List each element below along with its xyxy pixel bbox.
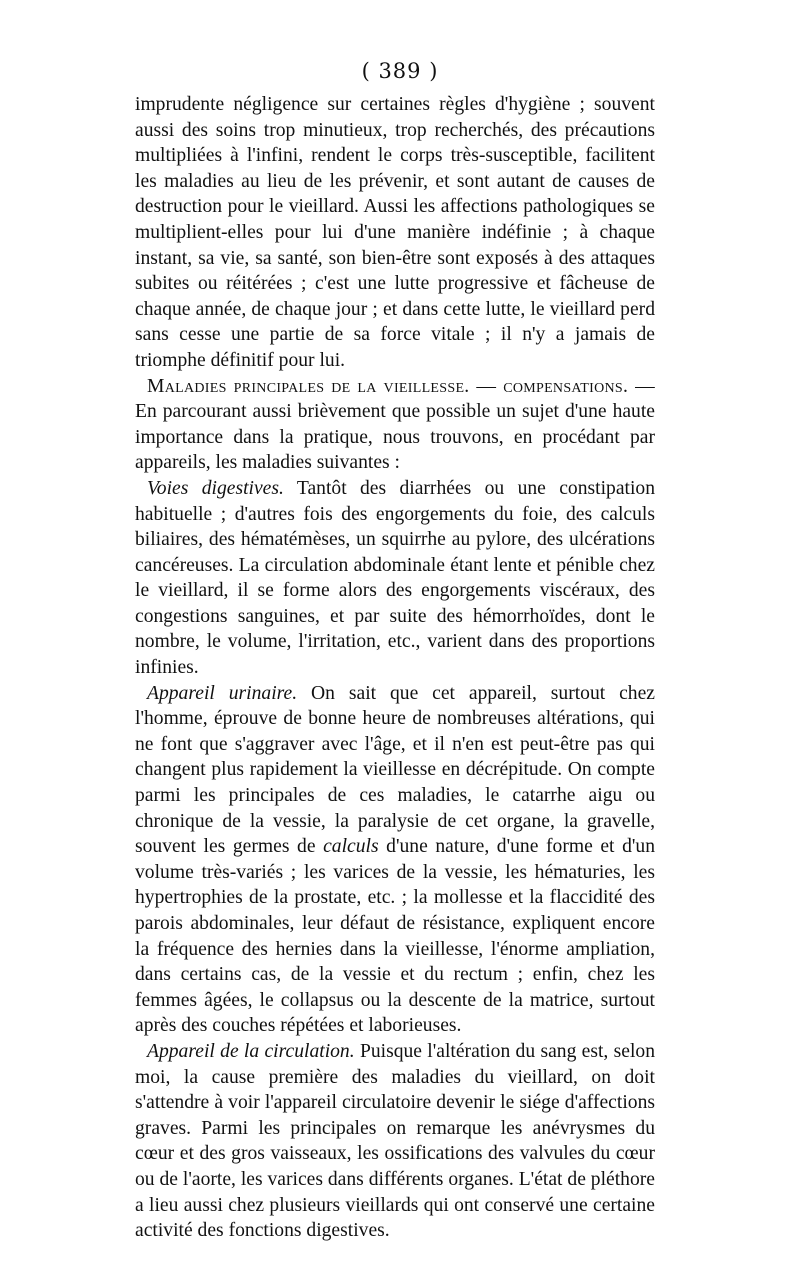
paragraph-circulation bbox=[135, 1039, 655, 1244]
section-heading-appareil-urinaire: Appareil urinaire. bbox=[147, 682, 298, 704]
body-text bbox=[135, 92, 655, 1244]
paragraph-text: Tantôt des diarrhées ou une constipation habituelle ; d'autres fois des engorgements du foie, des calculs biliaires, des hématémèses, un squirrhe au pylore, des ulcérations cancéreuses. La circulation abdominale étant lente et pénible chez le vieillard, il se forme alors des engorgements viscéraux, des congestions sanguines, et par suite des hémorrhoïdes, dont le nombre, le volume, l'irritation, etc., varient dans des proportions infinies. bbox=[135, 477, 655, 679]
section-heading-circulation: Appareil de la circulation. bbox=[147, 1040, 355, 1062]
paragraph-maladies bbox=[135, 374, 655, 476]
section-heading-voies-digestives: Voies digestives. bbox=[147, 477, 284, 499]
paragraph-text: imprudente négligence sur certaines règles d'hygiène ; souvent aussi des soins trop minutieux, trop recherchés, des précautions multipliées à l'infini, rendent le corps très-susceptible, facilitent les maladies au lieu de les prévenir, et sont autant de causes de destruction pour le vieillard. Aussi les affections pathologiques se multiplient-elles pour lui d'une manière indéfinie ; à chaque instant, sa vie, sa santé, son bien-être sont exposés à des attaques subites ou réitérées ; c'est une lutte progressive et fâcheuse de chaque année, de chaque jour ; et dans cette lutte, le vieillard perd sans cesse une partie de sa force vitale ; il n'y a jamais de triomphe définitif pour lui. bbox=[135, 94, 655, 371]
paragraph-appareil-urinaire bbox=[135, 681, 655, 1039]
paragraph-text: On sait que cet appareil, surtout chez l'homme, éprouve de bonne heure de nombreuses altérations, qui ne font que s'aggraver avec l'âge, et il n'en est peut-être pas qui changent plus rapidement la vieillesse en décrépitude. On compte parmi les principales de ces maladies, le catarrhe aigu ou chronique de la vessie, la paralysie de cet organe, la gravelle, souvent les germes de bbox=[135, 682, 655, 858]
paragraph-text: Puisque l'altération du sang est, selon moi, la cause première des maladies du vieillard, on doit s'attendre à voir l'appareil circulatoire devenir le siége d'affections graves. Parmi les principales on remarque les anévrysmes du cœur et des gros vaisseaux, les ossifications des valvules du cœur ou de l'aorte, les varices dans différents organes. L'état de pléthore a lieu aussi chez plusieurs vieillards qui ont conservé une certaine activité des fonctions digestives. bbox=[135, 1040, 655, 1242]
page-number: ( 389 ) bbox=[361, 59, 439, 83]
paragraph-text: d'une nature, d'une forme et d'un volume très-variés ; les varices de la vessie, les hématuries, les hypertrophies de la prostate, etc. ; la mollesse et la flaccidité des parois abdominales, leur défaut de résistance, expliquent encore la fréquence des hernies dans la vieillesse, l'énorme ampliation, dans certains cas, de la vessie et du rectum ; enfin, chez les femmes âgées, le collapsus ou la descente de la matrice, surtout après des couches répétées et laborieuses. bbox=[135, 836, 656, 1037]
paragraph-text: En parcourant aussi brièvement que possible un sujet d'une haute importance dans la pratique, nous trouvons, en procédant par appareils, les maladies suivantes : bbox=[135, 401, 655, 474]
emphasis-calculs: calculs bbox=[323, 836, 379, 858]
paragraph-continuation bbox=[135, 92, 655, 374]
paragraph-voies-digestives bbox=[135, 476, 655, 681]
section-heading-maladies: Maladies principales de la vieillesse. — compensations. — bbox=[147, 375, 655, 397]
